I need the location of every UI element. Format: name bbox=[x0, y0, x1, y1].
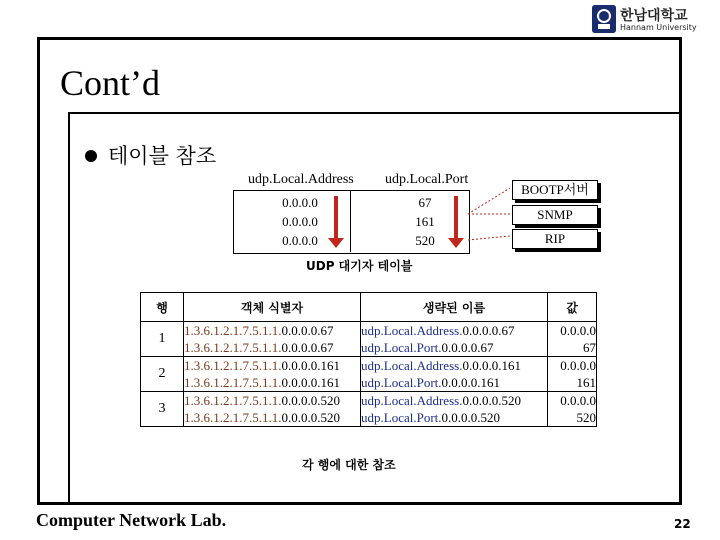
address-arrow-icon bbox=[334, 196, 338, 240]
port-arrow-head-icon bbox=[448, 238, 464, 248]
value-cell: 0.0.0.0 67 bbox=[548, 322, 597, 357]
address-arrow-head-icon bbox=[328, 238, 344, 248]
row-number: 1 bbox=[141, 322, 184, 357]
udp-port-1: 67 bbox=[418, 195, 432, 210]
logo-korean-text: 한남대학교 bbox=[620, 8, 688, 24]
table-row bbox=[141, 392, 597, 427]
value-cell: 0.0.0.0 520 bbox=[548, 392, 597, 427]
udp-table-divider bbox=[350, 190, 351, 252]
header-value: 값 bbox=[548, 293, 597, 322]
table-row bbox=[141, 322, 597, 357]
oid-cell: 1.3.6.1.2.1.7.5.1.1.0.0.0.0.161 1.3.6.1.2.1.7.5.1.1.0.0.0.0.161 bbox=[184, 357, 361, 392]
header-row-num: 행 bbox=[141, 293, 184, 322]
udp-port-3: 520 bbox=[415, 233, 435, 248]
udp-address-1: 0.0.0.0 bbox=[282, 195, 318, 210]
header-name: 생략된 이름 bbox=[361, 293, 548, 322]
udp-address-3: 0.0.0.0 bbox=[282, 233, 318, 248]
footer-lab-name: Computer Network Lab. bbox=[36, 510, 227, 530]
page-number: 22 bbox=[674, 517, 691, 531]
udp-address-2: 0.0.0.0 bbox=[282, 214, 318, 229]
udp-table-caption: UDP 대기자 테이블 bbox=[306, 259, 413, 273]
oid-cell: 1.3.6.1.2.1.7.5.1.1.0.0.0.0.520 1.3.6.1.2.1.7.5.1.1.0.0.0.0.520 bbox=[184, 392, 361, 427]
row-number: 2 bbox=[141, 357, 184, 392]
port-arrow-icon bbox=[454, 196, 458, 240]
name-cell: udp.Local.Address.0.0.0.0.161 udp.Local.Port.0.0.0.0.161 bbox=[361, 357, 548, 392]
header-oid: 객체 식별자 bbox=[184, 293, 361, 322]
object-table bbox=[140, 292, 597, 427]
oid-cell: 1.3.6.1.2.1.7.5.1.1.0.0.0.0.67 1.3.6.1.2.1.7.5.1.1.0.0.0.0.67 bbox=[184, 322, 361, 357]
server-connector-lines bbox=[466, 180, 516, 250]
row-number: 3 bbox=[141, 392, 184, 427]
university-seal-icon bbox=[592, 5, 616, 33]
name-cell: udp.Local.Address.0.0.0.0.520 udp.Local.Port.0.0.0.0.520 bbox=[361, 392, 548, 427]
name-cell: udp.Local.Address.0.0.0.0.67 udp.Local.Port.0.0.0.0.67 bbox=[361, 322, 548, 357]
value-cell: 0.0.0.0 161 bbox=[548, 357, 597, 392]
udp-port-2: 161 bbox=[415, 214, 435, 229]
object-table-caption: 각 행에 대한 참조 bbox=[302, 458, 396, 472]
server-bootp: BOOTP서버 bbox=[512, 180, 598, 200]
table-row bbox=[141, 357, 597, 392]
slide-title: Cont’d bbox=[60, 63, 161, 103]
udp-col1-header: udp.Local.Address bbox=[248, 172, 354, 187]
logo-english-text: Hannam University bbox=[620, 23, 697, 32]
bullet-text: 테이블 참조 bbox=[108, 144, 217, 168]
university-logo bbox=[592, 5, 697, 35]
udp-col2-header: udp.Local.Port bbox=[385, 172, 469, 187]
object-table-header-row bbox=[141, 293, 597, 322]
bullet-icon bbox=[85, 150, 97, 162]
server-snmp: SNMP bbox=[512, 205, 598, 225]
server-rip: RIP bbox=[512, 229, 598, 249]
